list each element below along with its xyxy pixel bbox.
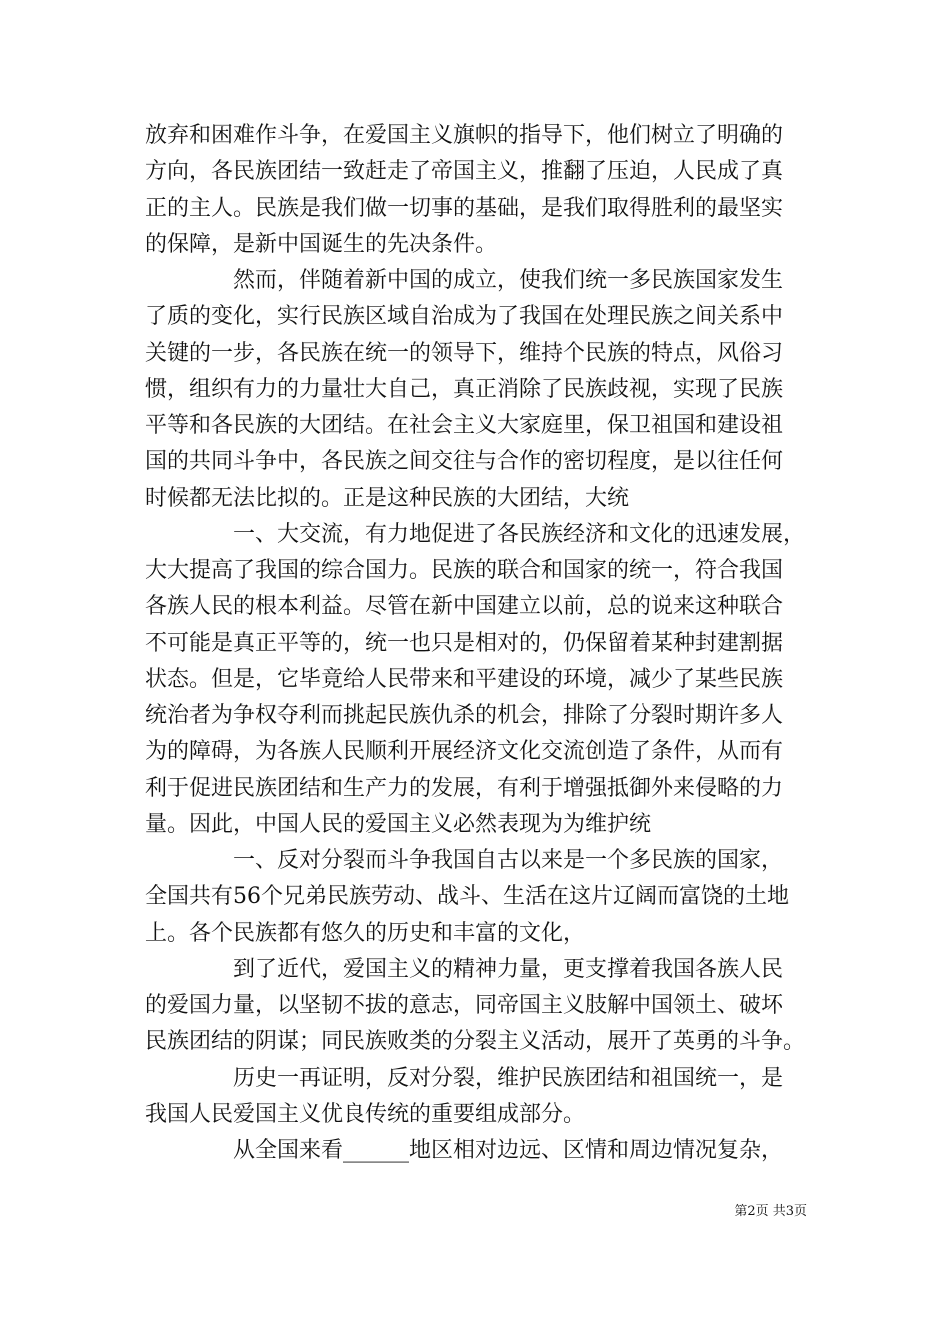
body-text <box>145 118 821 1169</box>
text-line: 为的障碍，为各族人民顺利开展经济文化交流创造了条件，从而有 <box>145 739 784 765</box>
text-line: 上。各个民族都有悠久的历史和丰富的文化， <box>145 920 586 946</box>
text-line: 统治者为争权夺利而挑起民族仇杀的机会，排除了分裂时期许多人 <box>145 703 784 728</box>
text-line: 状态。但是，它毕竟给人民带来和平建设的环境，减少了某些民族 <box>145 666 784 692</box>
page-number: 第2页 共3页 <box>734 1204 807 1219</box>
text-line: 国的共同斗争中，各民族之间交往与合作的密切程度，是以往任何 <box>145 449 784 475</box>
text-line: 到了近代，爱国主义的精神力量，更支撑着我国各族人民 <box>145 956 784 982</box>
text-line: 不可能是真正平等的，统一也只是相对的，仍保留着某种封建割据 <box>145 630 784 656</box>
text-line: 关键的一步，各民族在统一的领导下，维持个民族的特点，风俗习 <box>145 340 784 366</box>
text-line: 惯，组织有力的力量壮大自己，真正消除了民族歧视，实现了民族 <box>145 376 784 402</box>
text-line: 一、大交流，有力地促进了各民族经济和文化的迅速发展， <box>145 521 806 547</box>
text-line: 民族团结的阴谋；同民族败类的分裂主义活动，展开了英勇的斗争。 <box>145 1029 806 1055</box>
text-line: 的保障，是新中国诞生的先决条件。 <box>145 231 498 257</box>
text-line: 从全国来看______地区相对边远、区情和周边情况复杂， <box>145 1138 784 1163</box>
text-line: 平等和各民族的大团结。在社会主义大家庭里，保卫祖国和建设祖 <box>145 413 784 438</box>
text-line: 的爱国力量，以坚韧不拔的意志，同帝国主义肢解中国领土、破坏 <box>145 993 784 1018</box>
text-line: 全国共有56个兄弟民族劳动、战斗、生活在这片辽阔而富饶的土地 <box>145 884 789 910</box>
text-line: 利于促进民族团结和生产力的发展，有利于增强抵御外来侵略的力 <box>145 775 784 801</box>
text-line: 一、反对分裂而斗争我国自古以来是一个多民族的国家， <box>145 848 784 873</box>
text-line: 正的主人。民族是我们做一切事的基础，是我们取得胜利的最坚实 <box>145 195 784 221</box>
text-line: 放弃和困难作斗争，在爱国主义旗帜的指导下，他们树立了明确的 <box>145 123 784 148</box>
text-line: 时候都无法比拟的。正是这种民族的大团结，大统 <box>145 485 630 511</box>
text-line: 历史一再证明，反对分裂，维护民族团结和祖国统一，是 <box>145 1065 784 1091</box>
text-line: 方向，各民族团结一致赶走了帝国主义，推翻了压迫，人民成了真 <box>145 159 784 185</box>
text-line: 然而，伴随着新中国的成立，使我们统一多民族国家发生 <box>145 268 784 293</box>
text-line: 了质的变化，实行民族区域自治成为了我国在处理民族之间关系中 <box>145 304 784 330</box>
text-line: 各族人民的根本利益。尽管在新中国建立以前，总的说来这种联合 <box>145 594 784 620</box>
text-line: 大大提高了我国的综合国力。民族的联合和国家的统一，符合我国 <box>145 558 784 583</box>
text-line: 我国人民爱国主义优良传统的重要组成部分。 <box>145 1101 586 1127</box>
text-line: 量。因此，中国人民的爱国主义必然表现为为维护统 <box>145 811 652 837</box>
